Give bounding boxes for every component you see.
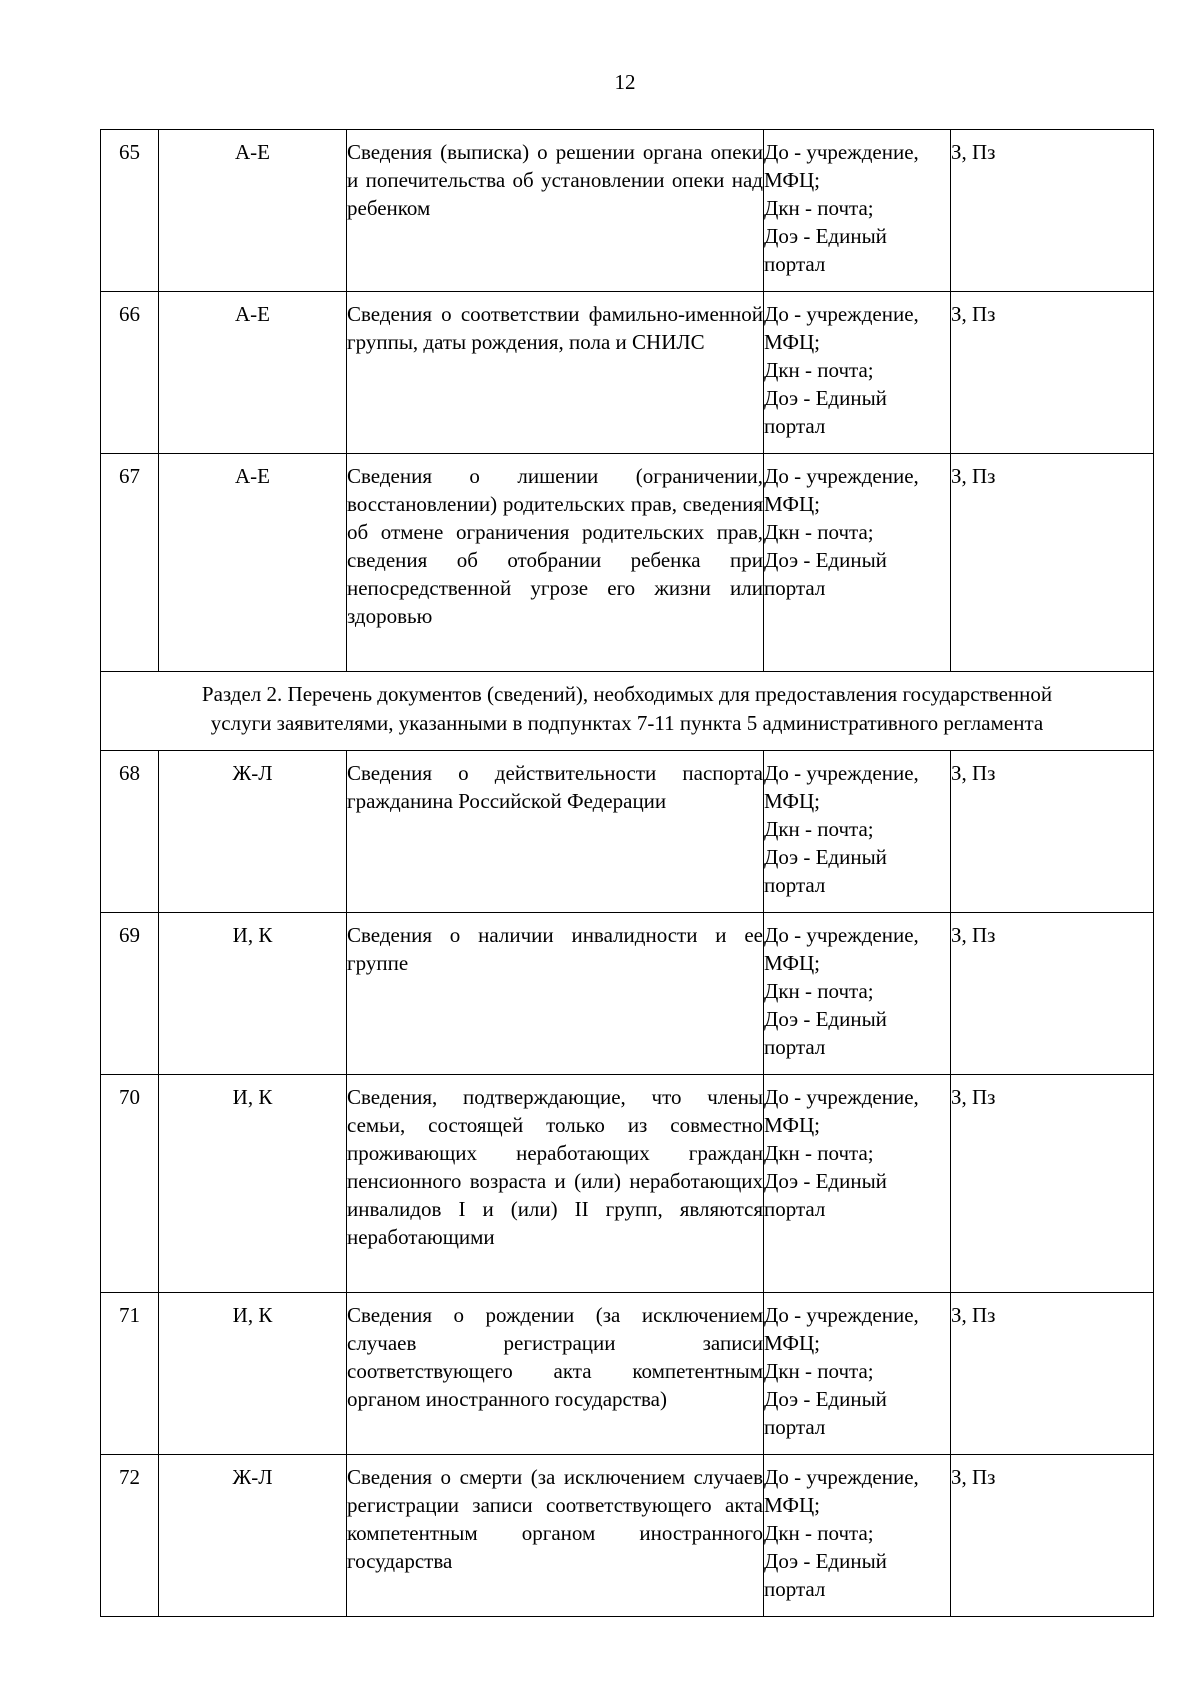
table-row (101, 751, 1154, 913)
submission-method-line: Доэ - Единый (764, 1549, 887, 1573)
submission-method-line: портал (764, 1415, 826, 1439)
submission-method-line: Дкн - почта; (764, 196, 874, 220)
submission-method (764, 130, 951, 292)
row-number: 69 (101, 913, 159, 1075)
submission-method-line: МФЦ; (764, 951, 820, 975)
applicant-categories: И, К (159, 1075, 347, 1293)
applicant-categories: Ж-Л (159, 751, 347, 913)
row-number: 72 (101, 1455, 159, 1617)
submission-method-line: Дкн - почта; (764, 979, 874, 1003)
row-number: 66 (101, 292, 159, 454)
submission-method (764, 454, 951, 672)
stage: З, Пз (951, 1455, 1154, 1617)
applicant-categories: А-Е (159, 292, 347, 454)
submission-method-line: портал (764, 414, 826, 438)
submission-method (764, 292, 951, 454)
row-number: 70 (101, 1075, 159, 1293)
stage: З, Пз (951, 454, 1154, 672)
table-row (101, 1293, 1154, 1455)
submission-method-line: портал (764, 1577, 826, 1601)
submission-method-line: МФЦ; (764, 789, 820, 813)
submission-method-line: Доэ - Единый (764, 386, 887, 410)
stage: З, Пз (951, 913, 1154, 1075)
submission-method (764, 913, 951, 1075)
section-heading-line: услуги заявителями, указанными в подпунктах 7-11 пункта 5 административного регламента (210, 711, 1044, 735)
submission-method-line: Дкн - почта; (764, 817, 874, 841)
table-row (101, 130, 1154, 292)
applicant-categories: Ж-Л (159, 1455, 347, 1617)
submission-method-line: Доэ - Единый (764, 548, 887, 572)
submission-method-line: Дкн - почта; (764, 520, 874, 544)
row-number: 68 (101, 751, 159, 913)
submission-method-line: МФЦ; (764, 330, 820, 354)
stage: З, Пз (951, 1075, 1154, 1293)
submission-method-line: МФЦ; (764, 1493, 820, 1517)
submission-method-line: МФЦ; (764, 1331, 820, 1355)
submission-method (764, 1075, 951, 1293)
row-number: 67 (101, 454, 159, 672)
table-row (101, 292, 1154, 454)
stage: З, Пз (951, 751, 1154, 913)
submission-method-line: Дкн - почта; (764, 1141, 874, 1165)
submission-method-line: Доэ - Единый (764, 845, 887, 869)
table-section-2-header (101, 672, 1154, 751)
row-number: 65 (101, 130, 159, 292)
submission-method-line: портал (764, 1035, 826, 1059)
document-description: Сведения о наличии инвалидности и ее группе (347, 913, 764, 1075)
submission-method-line: До - учреждение, (764, 1085, 919, 1109)
submission-method-line: Доэ - Единый (764, 1007, 887, 1031)
submission-method-line: МФЦ; (764, 168, 820, 192)
table-row (101, 454, 1154, 672)
submission-method-line: Дкн - почта; (764, 358, 874, 382)
table-row (101, 1075, 1154, 1293)
document-description: Сведения о смерти (за исключением случаев регистрации записи соответствующего акта компетентным органом иностранного государства (347, 1455, 764, 1617)
submission-method-line: портал (764, 1197, 826, 1221)
submission-method-line: МФЦ; (764, 1113, 820, 1137)
submission-method-line: портал (764, 576, 826, 600)
submission-method-line: Дкн - почта; (764, 1359, 874, 1383)
submission-method (764, 751, 951, 913)
documents-table (100, 129, 1154, 1617)
submission-method-line: До - учреждение, (764, 761, 919, 785)
submission-method-line: Доэ - Единый (764, 1387, 887, 1411)
applicant-categories: А-Е (159, 130, 347, 292)
submission-method (764, 1293, 951, 1455)
table-section-1-rows (101, 130, 1154, 672)
submission-method-line: портал (764, 252, 826, 276)
submission-method-line: Дкн - почта; (764, 1521, 874, 1545)
submission-method (764, 1455, 951, 1617)
submission-method-line: До - учреждение, (764, 302, 919, 326)
stage: З, Пз (951, 130, 1154, 292)
document-description: Сведения (выписка) о решении органа опеки и попечительства об установлении опеки над ребенком (347, 130, 764, 292)
document-description: Сведения о лишении (ограничении, восстановлении) родительских прав, сведения об отмене ограничения родительских прав, сведения об отобрании ребенка при непосредственной угрозе его жизни или здоровью (347, 454, 764, 672)
document-description: Сведения о соответствии фамильно-именной группы, даты рождения, пола и СНИЛС (347, 292, 764, 454)
applicant-categories: А-Е (159, 454, 347, 672)
table-row (101, 913, 1154, 1075)
section-heading-line: Раздел 2. Перечень документов (сведений), необходимых для предоставления государственной (201, 682, 1053, 706)
table-section-2-rows (101, 751, 1154, 1617)
submission-method-line: До - учреждение, (764, 1465, 919, 1489)
document-description: Сведения о действительности паспорта гражданина Российской Федерации (347, 751, 764, 913)
submission-method-line: До - учреждение, (764, 923, 919, 947)
submission-method-line: Доэ - Единый (764, 224, 887, 248)
section-heading (101, 672, 1154, 751)
submission-method-line: Доэ - Единый (764, 1169, 887, 1193)
submission-method-line: До - учреждение, (764, 140, 919, 164)
stage: З, Пз (951, 292, 1154, 454)
table-row (101, 1455, 1154, 1617)
submission-method-line: МФЦ; (764, 492, 820, 516)
submission-method-line: портал (764, 873, 826, 897)
applicant-categories: И, К (159, 913, 347, 1075)
row-number: 71 (101, 1293, 159, 1455)
submission-method-line: До - учреждение, (764, 464, 919, 488)
applicant-categories: И, К (159, 1293, 347, 1455)
stage: З, Пз (951, 1293, 1154, 1455)
document-description: Сведения о рождении (за исключением случаев регистрации записи соответствующего акта компетентным органом иностранного государства) (347, 1293, 764, 1455)
submission-method-line: До - учреждение, (764, 1303, 919, 1327)
page-number: 12 (614, 70, 636, 94)
document-description: Сведения, подтверждающие, что члены семьи, состоящей только из совместно проживающих неработающих граждан пенсионного возраста и (или) неработающих инвалидов I и (или) II групп, являются неработающими (347, 1075, 764, 1293)
